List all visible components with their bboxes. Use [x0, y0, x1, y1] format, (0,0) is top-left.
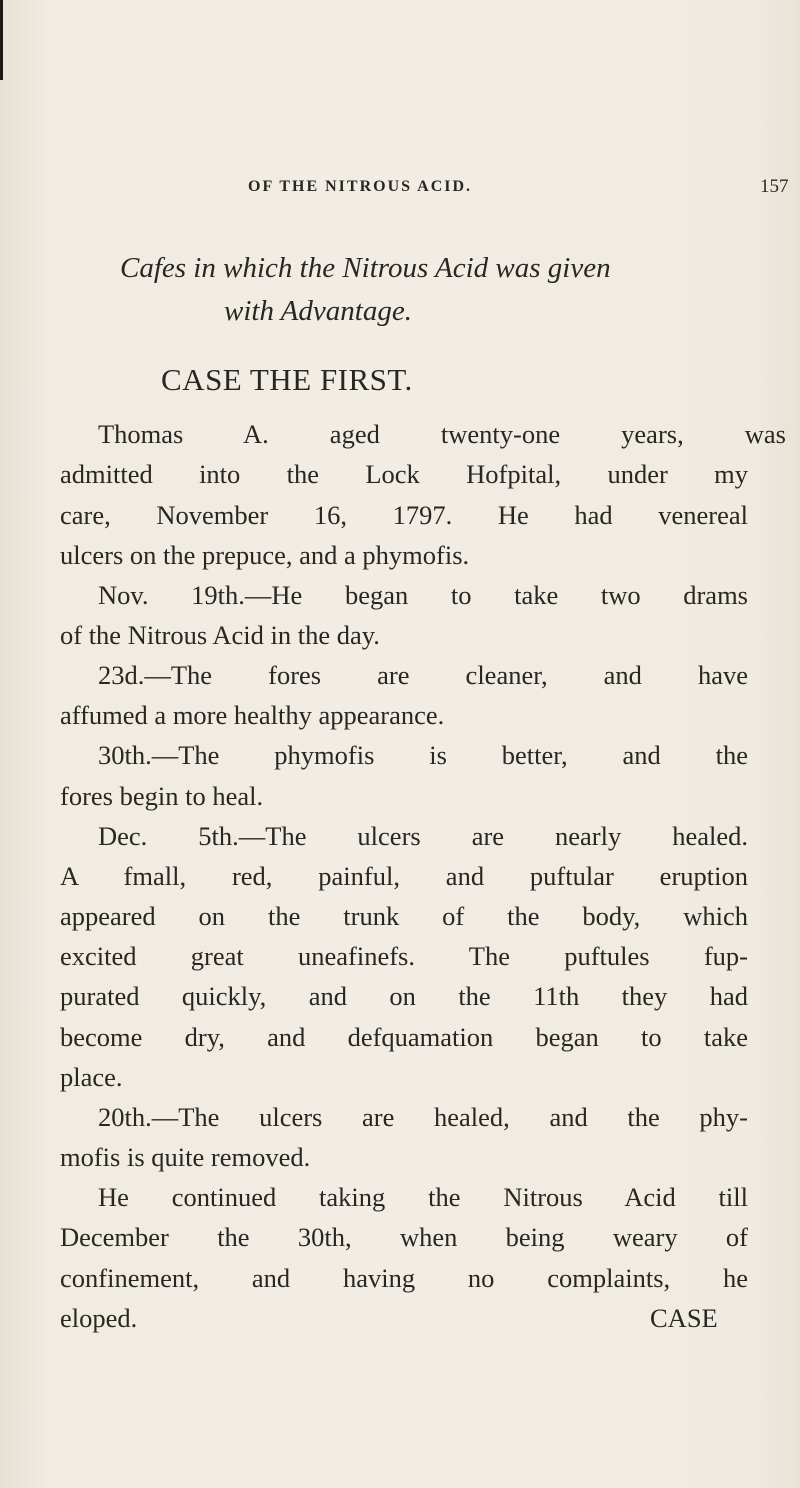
- text-line: ulcers on the prepuce, and a phymofis.: [60, 540, 470, 570]
- binding-edge: [0, 0, 3, 80]
- text-line: Nov. 19th.—He began to take two drams: [98, 580, 748, 610]
- text-line: place.: [60, 1062, 123, 1092]
- text-line: purated quickly, and on the 11th they had: [60, 981, 748, 1011]
- text-line: excited great uneafinefs. The puftules fup-: [60, 941, 748, 971]
- text-line: 30th.—The phymofis is better, and the: [98, 740, 748, 770]
- section-title-line-2: with Advantage.: [224, 295, 412, 327]
- page-number: 157: [760, 176, 789, 197]
- text-line: mofis is quite removed.: [60, 1142, 311, 1172]
- text-line: December the 30th, when being weary of: [60, 1222, 748, 1252]
- text-line: Dec. 5th.—The ulcers are nearly healed.: [98, 821, 748, 851]
- text-line: He continued taking the Nitrous Acid till: [98, 1182, 748, 1212]
- running-head: [0, 178, 800, 202]
- text-line: affumed a more healthy appearance.: [60, 700, 445, 730]
- text-line: become dry, and defquamation began to take: [60, 1022, 748, 1052]
- section-title-line-1: Cafes in which the Nitrous Acid was given: [120, 252, 611, 284]
- text-line: appeared on the trunk of the body, which: [60, 901, 748, 931]
- text-line: eloped.: [60, 1303, 138, 1333]
- text-line: 20th.—The ulcers are healed, and the phy-: [98, 1102, 748, 1132]
- running-title: OF THE NITROUS ACID.: [248, 178, 473, 195]
- catchword: CASE: [650, 1303, 718, 1333]
- text-line: care, November 16, 1797. He had venereal: [60, 500, 748, 530]
- text-line: A fmall, red, painful, and puftular eruption: [60, 861, 748, 891]
- text-line: of the Nitrous Acid in the day.: [60, 620, 380, 650]
- text-line: admitted into the Lock Hofpital, under my: [60, 459, 748, 489]
- text-line: Thomas A. aged twenty-one years, was: [98, 419, 786, 449]
- text-line: 23d.—The fores are cleaner, and have: [98, 660, 748, 690]
- text-line: confinement, and having no complaints, he: [60, 1263, 748, 1293]
- case-heading: CASE THE FIRST.: [161, 362, 413, 397]
- text-line: fores begin to heal.: [60, 781, 264, 811]
